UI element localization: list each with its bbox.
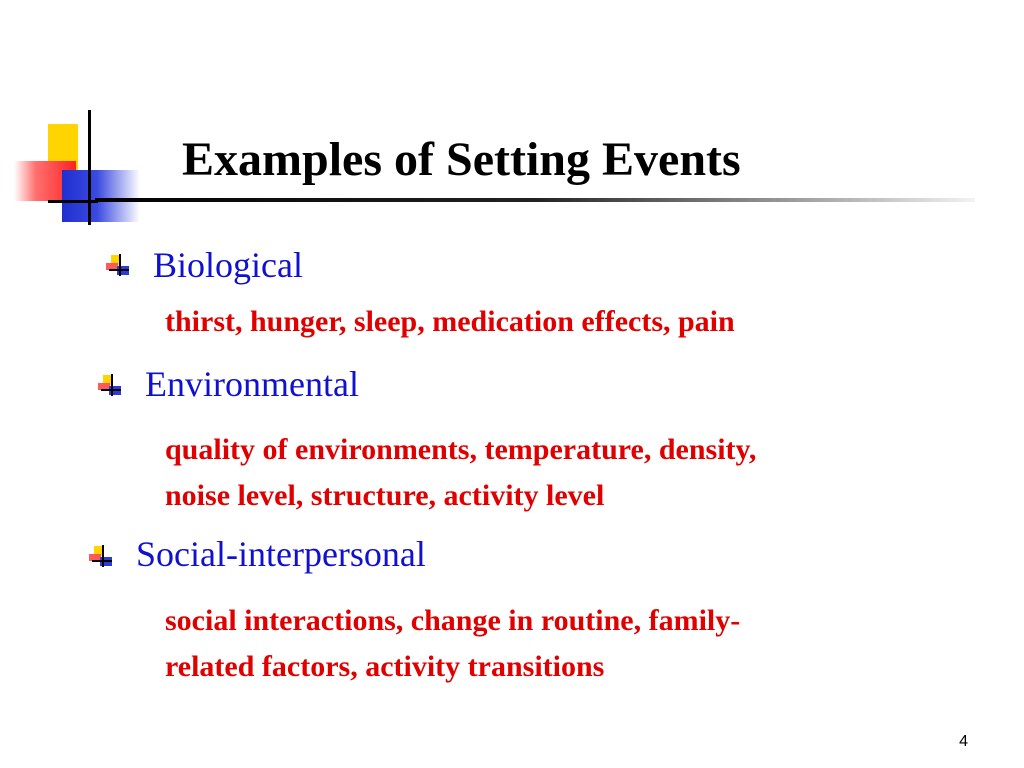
detail-line: social interactions, change in routine, family- xyxy=(165,604,741,637)
detail-line: noise level, structure, activity level xyxy=(165,479,605,512)
section-heading-biological: Biological xyxy=(153,245,303,285)
section-detail-social-interpersonal xyxy=(165,598,740,690)
logo-blue-square xyxy=(62,170,140,222)
page-number: 4 xyxy=(959,733,968,750)
section-heading-social-interpersonal: Social-interpersonal xyxy=(136,534,426,574)
title-underline xyxy=(95,198,975,202)
logo-vertical-line xyxy=(88,110,91,225)
detail-line: thirst, hunger, sleep, medication effects, pain xyxy=(165,305,735,338)
logo-horizontal-line xyxy=(48,200,98,203)
bullet-icon xyxy=(106,254,130,276)
bullet-icon xyxy=(89,545,113,567)
detail-line: quality of environments, temperature, density, xyxy=(165,433,757,466)
section-detail-environmental xyxy=(165,427,756,519)
section-detail-biological xyxy=(165,299,735,345)
detail-line: related factors, activity transitions xyxy=(165,650,605,683)
bullet-icon xyxy=(98,374,122,396)
slide-title: Examples of Setting Events xyxy=(182,133,741,186)
decorative-logo-icon xyxy=(0,0,200,240)
section-heading-environmental: Environmental xyxy=(145,364,359,404)
